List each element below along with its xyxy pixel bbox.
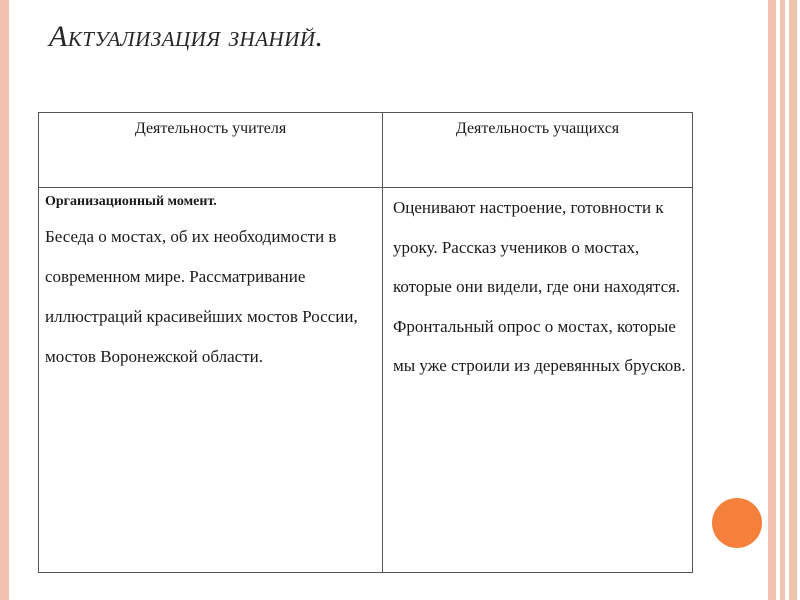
students-activity-cell — [383, 188, 693, 573]
students-activity-text: Оценивают настроение, готовности к уроку. Рассказ учеников о мостах, которые они видели, где они находятся. Фронтальный опрос о мостах, которые мы уже строили из деревянных брусков. — [393, 198, 686, 375]
table-row — [39, 188, 693, 573]
right-decorative-stripe — [768, 0, 776, 600]
right-decorative-stripe — [780, 0, 785, 600]
teacher-activity-cell — [39, 188, 383, 573]
activity-table — [38, 112, 693, 573]
header-students-label: Деятельность учащихся — [455, 120, 620, 137]
slide-title: Актуализация знаний. — [49, 20, 324, 53]
table-header-row — [39, 113, 693, 188]
header-cell-teacher — [39, 113, 383, 188]
header-cell-students — [383, 113, 693, 188]
teacher-bold-heading: Организационный момент. — [45, 194, 217, 209]
right-decorative-stripe — [789, 0, 797, 600]
accent-circle — [712, 498, 762, 548]
left-decorative-bar — [0, 0, 9, 600]
teacher-activity-text: Беседа о мостах, об их необходимости в современном мире. Рассматривание иллюстраций красивейших мостов России, мостов Воронежской области. — [45, 226, 358, 366]
header-teacher-label: Деятельность учителя — [134, 120, 287, 137]
